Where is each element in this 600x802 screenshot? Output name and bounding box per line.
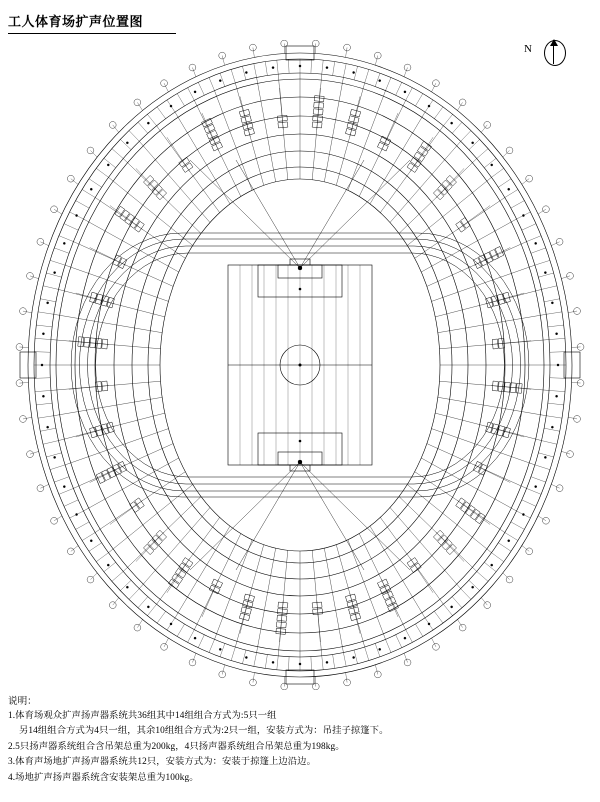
note-item-3: 2.5只扬声器系统组合含吊架总重为200kg，4只扬声器系统组合吊架总重为198kg。 [8,741,345,752]
note-item-2: 另14组组合方式为4只一组，其余10组组合方式为:2只一组，安装方式为：吊挂子掠篷下。 [19,726,389,737]
note-item-1: 1.体育场观众扩声扬声器系统共36组其中14组组合方式为:5只一组 [8,711,277,721]
page-title [8,14,288,34]
stadium-plan-drawing [0,40,600,690]
north-label: N [524,43,532,55]
stadium-plan-svg [0,40,600,690]
notes-heading: 说明： [8,696,37,707]
notes-block [8,694,592,786]
page-title-text: 工人体育场扩声位置图 [8,14,144,29]
note-item-5: 4.场地扩声扬声器系统含安装架总重为100kg。 [8,772,199,783]
note-item-4: 3.体育声场地扩声扬声器系统共12只，安装方式为：安装于掠篷上边沿边。 [8,757,316,768]
football-pitch [228,259,372,471]
title-underline [8,33,176,34]
